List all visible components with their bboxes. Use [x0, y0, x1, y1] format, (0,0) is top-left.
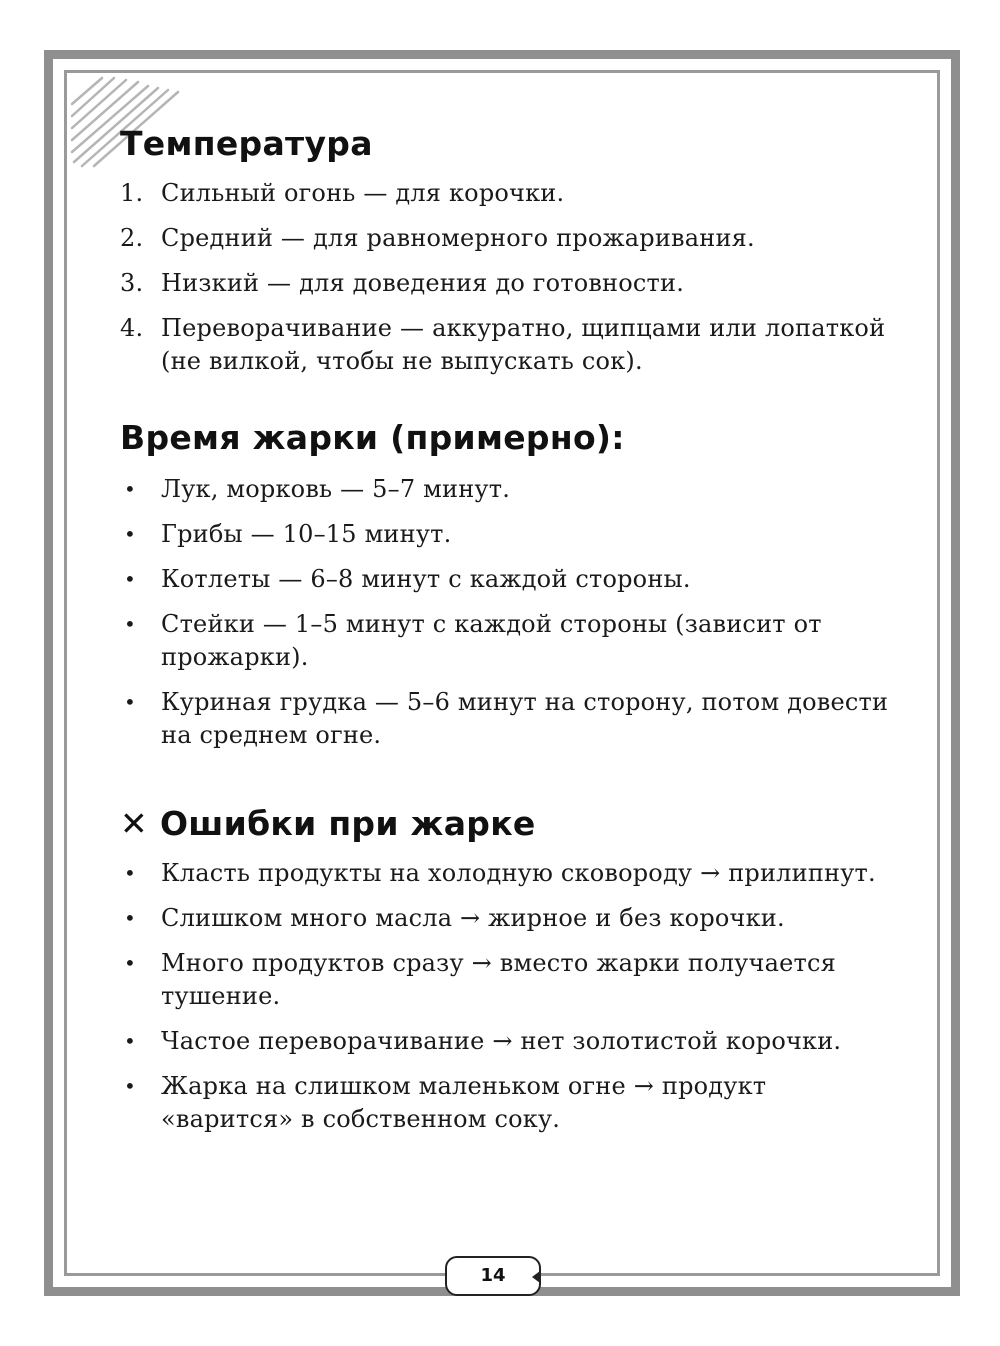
list-item-text: Жарка на слишком маленьком огне → продукт «варится» в собственном соку.: [161, 1072, 767, 1133]
bullet-icon: •: [124, 906, 136, 930]
list-item-text: Средний — для равномерного прожаривания.: [161, 224, 755, 252]
list-item-text: Слишком много масла → жирное и без корочки.: [161, 904, 785, 932]
page-badge-arrow-icon: [532, 1271, 540, 1283]
list-item: [120, 177, 890, 210]
bullet-icon: •: [124, 1074, 136, 1098]
page-number: 14: [445, 1256, 541, 1296]
list-item-text: Грибы — 10–15 минут.: [161, 520, 452, 548]
list-item: [120, 857, 890, 890]
bullet-icon: •: [124, 1029, 136, 1053]
temperature-list: [120, 177, 890, 378]
list-item-text: Класть продукты на холодную сковороду → прилипнут.: [161, 859, 876, 887]
list-item: [120, 473, 890, 506]
list-item: [120, 312, 890, 378]
list-item-text: Много продуктов сразу → вместо жарки получается тушение.: [161, 949, 836, 1010]
mistakes-heading: [120, 804, 890, 843]
list-item-text: Котлеты — 6–8 минут с каждой стороны.: [161, 565, 691, 593]
bullet-icon: •: [124, 951, 136, 975]
frying-time-list: [120, 473, 890, 752]
list-item: [120, 222, 890, 255]
list-number: 1.: [120, 179, 144, 207]
bullet-icon: •: [124, 522, 136, 546]
cross-icon: ✕: [120, 804, 148, 843]
list-item: [120, 1070, 890, 1136]
list-item: [120, 1025, 890, 1058]
list-item: [120, 267, 890, 300]
list-item: [120, 947, 890, 1013]
list-item-text: Лук, морковь — 5–7 минут.: [161, 475, 511, 503]
bullet-icon: •: [124, 690, 136, 714]
list-number: 2.: [120, 224, 144, 252]
list-number: 4.: [120, 314, 144, 342]
list-item: [120, 608, 890, 674]
list-item: [120, 563, 890, 596]
list-item: [120, 518, 890, 551]
list-item: [120, 902, 890, 935]
temperature-heading: Температура: [120, 124, 373, 163]
bullet-icon: •: [124, 861, 136, 885]
list-item-text: Низкий — для доведения до готовности.: [161, 269, 685, 297]
list-item-text: Куриная грудка — 5–6 минут на сторону, потом довести на среднем огне.: [161, 688, 889, 749]
mistakes-heading-text: Ошибки при жарке: [159, 804, 536, 843]
list-item-text: Переворачивание — аккуратно, щипцами или лопаткой (не вилкой, чтобы не выпускать сок).: [161, 314, 886, 375]
list-item: [120, 686, 890, 752]
list-item-text: Сильный огонь — для корочки.: [161, 179, 565, 207]
list-item-text: Частое переворачивание → нет золотистой корочки.: [161, 1027, 842, 1055]
bullet-icon: •: [124, 612, 136, 636]
bullet-icon: •: [124, 477, 136, 501]
list-item-text: Стейки — 1–5 минут с каждой стороны (зависит от прожарки).: [161, 610, 822, 671]
page-content: [120, 124, 890, 1148]
bullet-icon: •: [124, 567, 136, 591]
mistakes-list: [120, 857, 890, 1136]
frying-time-heading: Время жарки (примерно):: [120, 418, 625, 457]
list-number: 3.: [120, 269, 144, 297]
